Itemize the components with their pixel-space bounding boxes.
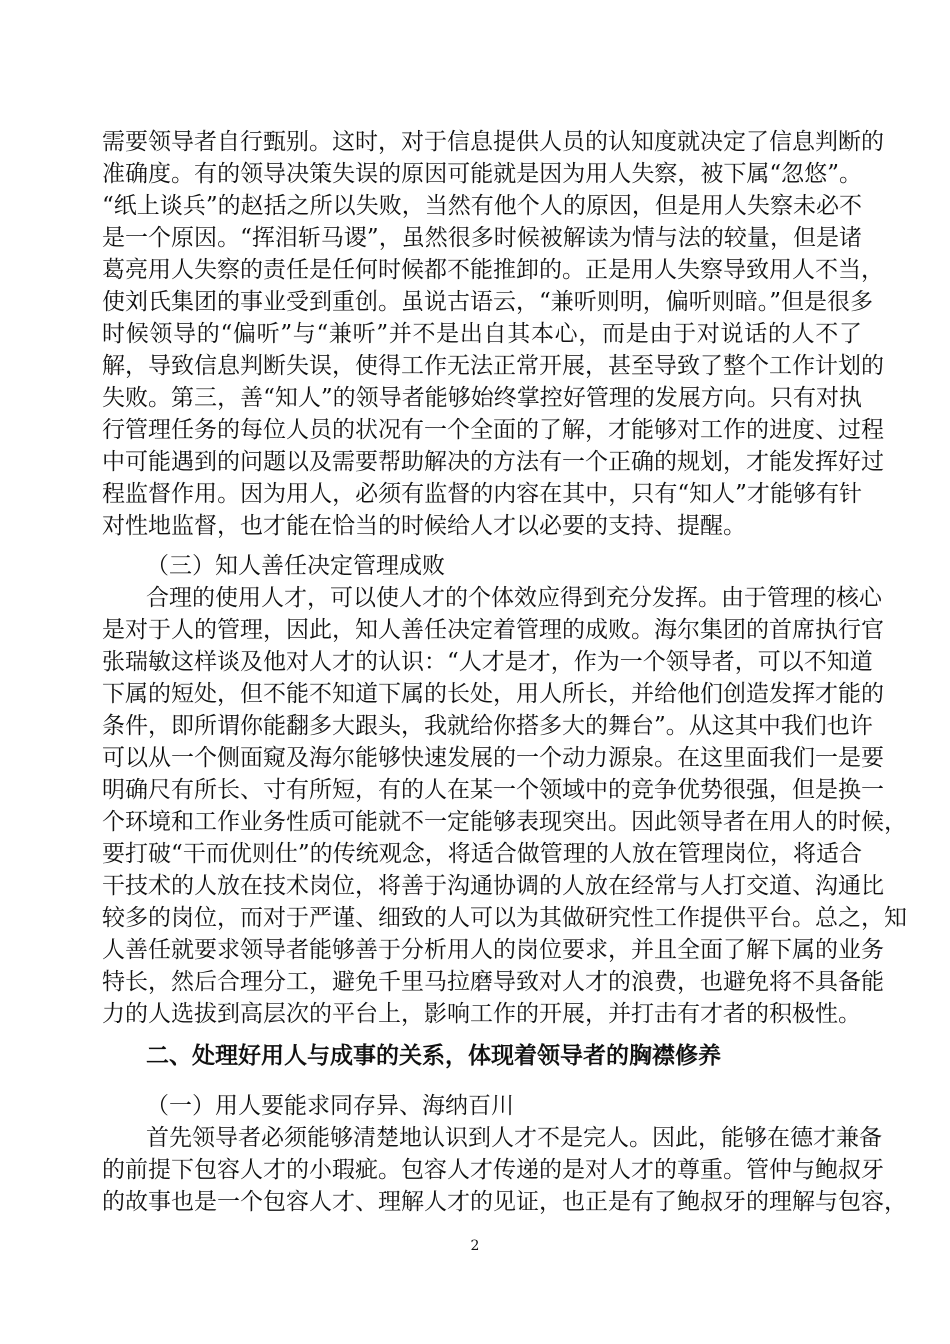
paragraph-line: 是一个原因。“挥泪斩马谡”，虽然很多时候被解读为情与法的较量，但是诸 (102, 225, 862, 251)
paragraph-line: 解，导致信息判断失误，使得工作无法正常开展，甚至导致了整个工作计划的 (102, 353, 884, 379)
paragraph-line: 特长，然后合理分工，避免千里马拉磨导致对人才的浪费，也避免将不具备能 (102, 969, 884, 995)
paragraph-line: 葛亮用人失察的责任是任何时候都不能推卸的。正是用人失察导致用人不当， (102, 257, 884, 283)
paragraph-line: 条件，即所谓你能翻多大跟头，我就给你搭多大的舞台”。从这其中我们也许 (102, 713, 873, 739)
page-number: 2 (470, 1238, 480, 1254)
paragraph-line: 使刘氏集团的事业受到重创。虽说古语云，“兼听则明，偏听则暗。”但是很多 (102, 289, 874, 315)
paragraph-line: 要打破“干而优则仕”的传统观念，将适合做管理的人放在管理岗位，将适合 (102, 841, 862, 867)
paragraph-line: 中可能遇到的问题以及需要帮助解决的方法有一个正确的规划，才能发挥好过 (102, 449, 884, 475)
paragraph-line: 行管理任务的每位人员的状况有一个全面的了解，才能够对工作的进度、过程 (102, 417, 884, 443)
paragraph-line: “纸上谈兵”的赵括之所以失败，当然有他个人的原因，但是用人失察未必不 (102, 193, 862, 219)
paragraph-line: 是对于人的管理，因此，知人善任决定着管理的成败。海尔集团的首席执行官 (102, 617, 884, 643)
paragraph-line: 准确度。有的领导决策失误的原因可能就是因为用人失察，被下属“忽悠”。 (102, 161, 862, 187)
paragraph-line: 干技术的人放在技术岗位，将善于沟通协调的人放在经常与人打交道、沟通比 (102, 873, 884, 899)
paragraph-line: 程监督作用。因为用人，必须有监督的内容在其中，只有“知人”才能够有针 (102, 481, 862, 507)
paragraph-line: 明确尺有所长、寸有所短，有的人在某一个领域中的竞争优势很强，但是换一 (102, 777, 884, 803)
paragraph-line: 需要领导者自行甄别。这时，对于信息提供人员的认知度就决定了信息判断的 (102, 129, 884, 155)
paragraph-line: 较多的岗位，而对于严谨、细致的人可以为其做研究性工作提供平台。总之，知 (102, 905, 907, 931)
paragraph-line: 合理的使用人才，可以使人才的个体效应得到充分发挥。由于管理的核心 (146, 585, 882, 611)
paragraph-line: 个环境和工作业务性质可能就不一定能够表现突出。因此领导者在用人的时候， (102, 809, 907, 835)
paragraph-line: 对性地监督，也才能在恰当的时候给人才以必要的支持、提醒。 (102, 513, 746, 539)
paragraph-line: 下属的短处，但不能不知道下属的长处，用人所长，并给他们创造发挥才能的 (102, 681, 884, 707)
paragraph-line: 张瑞敏这样谈及他对人才的认识：“人才是才，作为一个领导者，可以不知道 (102, 649, 873, 675)
paragraph-line: 的前提下包容人才的小瑕疵。包容人才传递的是对人才的尊重。管仲与鲍叔牙 (102, 1157, 884, 1183)
paragraph-line: 的故事也是一个包容人才、理解人才的见证，也正是有了鲍叔牙的理解与包容， (102, 1189, 907, 1215)
subsection-heading: （一）用人要能求同存异、海纳百川 (146, 1093, 514, 1119)
subsection-heading: （三）知人善任决定管理成败 (146, 553, 445, 579)
paragraph-line: 可以从一个侧面窥及海尔能够快速发展的一个动力源泉。在这里面我们一是要 (102, 745, 884, 771)
paragraph-line: 首先领导者必须能够清楚地认识到人才不是完人。因此，能够在德才兼备 (146, 1125, 882, 1151)
paragraph-line: 时候领导的“偏听”与“兼听”并不是出自其本心，而是由于对说话的人不了 (102, 321, 862, 347)
paragraph-line: 失败。第三，善“知人”的领导者能够始终掌控好管理的发展方向。只有对执 (102, 385, 862, 411)
paragraph-line: 力的人选拔到高层次的平台上，影响工作的开展，并打击有才者的积极性。 (102, 1001, 861, 1027)
paragraph-line: 人善任就要求领导者能够善于分析用人的岗位要求，并且全面了解下属的业务 (102, 937, 884, 963)
section-heading: 二、处理好用人与成事的关系，体现着领导者的胸襟修养 (146, 1042, 721, 1069)
